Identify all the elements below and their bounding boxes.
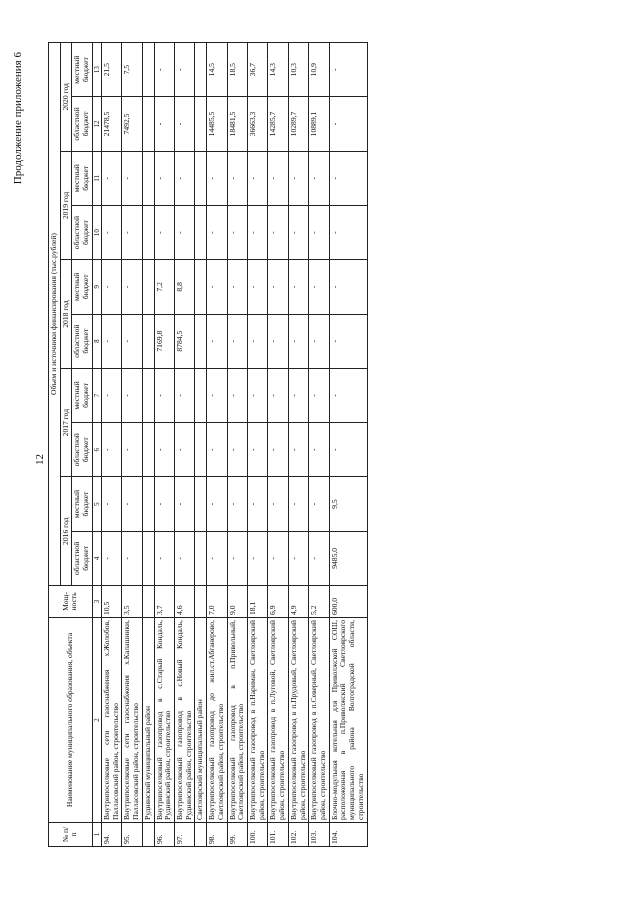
funding-value: - — [247, 368, 267, 422]
funding-value: 36663,3 — [247, 97, 267, 151]
funding-value: - — [154, 423, 174, 477]
funding-value: - — [309, 531, 329, 585]
section-blank-cell — [142, 314, 154, 368]
funding-value: - — [122, 531, 142, 585]
row-number: 100. — [247, 823, 267, 847]
table-row — [122, 43, 142, 847]
funding-value: - — [174, 43, 194, 97]
power-value: 10,5 — [101, 586, 121, 618]
header-local-budget: местный бюджет — [72, 260, 92, 314]
funding-value: - — [174, 151, 194, 205]
funding-value: - — [227, 531, 247, 585]
object-name: Внутрипоселковый газопровод в п.Нариман, Светлоярский район, строительство — [247, 618, 267, 823]
funding-value: - — [122, 151, 142, 205]
funding-value: - — [227, 423, 247, 477]
funding-value: - — [154, 43, 174, 97]
row-number: 96. — [154, 823, 174, 847]
section-blank-cell — [142, 97, 154, 151]
header-year-2016: 2016 год — [60, 477, 72, 586]
row-number: 104. — [329, 823, 367, 847]
power-value: 7,0 — [207, 586, 227, 618]
funding-value: - — [174, 97, 194, 151]
funding-value: - — [227, 314, 247, 368]
section-blank-cell — [142, 823, 154, 847]
power-value: 4,6 — [174, 586, 194, 618]
object-name: Внутрипоселковый газопровод в п.Привольный, Светлоярский район, строительство — [227, 618, 247, 823]
funding-value: - — [288, 260, 308, 314]
funding-value: - — [268, 423, 288, 477]
section-blank-cell — [195, 586, 207, 618]
header-row-1 — [49, 43, 61, 847]
table-row — [247, 43, 267, 847]
funding-value: - — [329, 205, 367, 259]
funding-value: 9,5 — [329, 477, 367, 531]
header-regional-budget: областной бюджет — [72, 423, 92, 477]
funding-value: - — [329, 368, 367, 422]
object-name: Внутрипоселковый газопровод в п.Северный, Светлоярский район, строительство — [309, 618, 329, 823]
funding-value: - — [122, 260, 142, 314]
funding-value: 14485,5 — [207, 97, 227, 151]
funding-value: - — [122, 205, 142, 259]
funding-value: - — [154, 151, 174, 205]
funding-value: 10889,1 — [309, 97, 329, 151]
funding-value: - — [174, 368, 194, 422]
funding-value: - — [101, 368, 121, 422]
funding-value: - — [329, 314, 367, 368]
funding-value: 7,5 — [122, 43, 142, 97]
object-name: Блочно-модульная котельная для Приволжской СОШ, расположенная в п.Приволжский Светлоярского муниципального района Волгоградской области, строительство — [329, 618, 367, 823]
power-value: 5,2 — [309, 586, 329, 618]
table-row — [309, 43, 329, 847]
funding-value: - — [309, 205, 329, 259]
funding-value: - — [309, 368, 329, 422]
funding-value: - — [247, 205, 267, 259]
object-name: Внутрипоселковый газопровод в с.Новый Кондаль, Руднянский район, строительство — [174, 618, 194, 823]
funding-value: - — [101, 260, 121, 314]
section-blank-cell — [195, 260, 207, 314]
funding-value: - — [227, 477, 247, 531]
funding-value: - — [247, 260, 267, 314]
row-number: 101. — [268, 823, 288, 847]
funding-value: 8,8 — [174, 260, 194, 314]
funding-value: 36,7 — [247, 43, 267, 97]
table-row — [207, 43, 227, 847]
section-blank-cell — [142, 151, 154, 205]
funding-value: - — [329, 260, 367, 314]
table-row — [154, 43, 174, 847]
section-blank-cell — [142, 43, 154, 97]
funding-value: - — [268, 260, 288, 314]
funding-value: - — [329, 43, 367, 97]
column-number: 3 — [92, 586, 101, 618]
object-name: Внутрипоселковые сети газоснабжения х.Калашники, Палласовский район, строительство — [122, 618, 142, 823]
table-row — [227, 43, 247, 847]
section-blank-cell — [142, 531, 154, 585]
funding-value: 14285,7 — [268, 97, 288, 151]
power-value: 6,9 — [268, 586, 288, 618]
funding-value: - — [288, 423, 308, 477]
section-blank-cell — [195, 531, 207, 585]
column-number: 8 — [92, 314, 101, 368]
section-blank-cell — [142, 477, 154, 531]
column-number: 12 — [92, 97, 101, 151]
funding-value: - — [122, 368, 142, 422]
column-number: 9 — [92, 260, 101, 314]
funding-value: - — [288, 314, 308, 368]
power-value: 4,9 — [288, 586, 308, 618]
funding-value: - — [207, 260, 227, 314]
funding-value: - — [247, 531, 267, 585]
funding-value: 10289,7 — [288, 97, 308, 151]
funding-value: 10,9 — [309, 43, 329, 97]
funding-value: - — [268, 368, 288, 422]
funding-value: - — [268, 314, 288, 368]
header-year-2020: 2020 год — [60, 43, 72, 152]
funding-value: 14,3 — [268, 43, 288, 97]
row-number: 99. — [227, 823, 247, 847]
header-local-budget: местный бюджет — [72, 368, 92, 422]
funding-value: - — [154, 531, 174, 585]
page-number: 12 — [34, 454, 46, 465]
row-number: 95. — [122, 823, 142, 847]
header-regional-budget: областной бюджет — [72, 314, 92, 368]
object-name: Внутрипоселковые сети газоснабжения х.Жолобов, Палласовский район, строительство — [101, 618, 121, 823]
funding-value: - — [309, 477, 329, 531]
header-regional-budget: областной бюджет — [72, 97, 92, 151]
funding-value: - — [247, 423, 267, 477]
power-value: 9,0 — [227, 586, 247, 618]
funding-value: - — [122, 477, 142, 531]
funding-value: - — [268, 531, 288, 585]
funding-value: 7,2 — [154, 260, 174, 314]
funding-value: 14,5 — [207, 43, 227, 97]
section-blank-cell — [142, 586, 154, 618]
funding-value: - — [329, 97, 367, 151]
header-regional-budget: областной бюджет — [72, 205, 92, 259]
funding-value: 18481,5 — [227, 97, 247, 151]
funding-value: 7169,8 — [154, 314, 174, 368]
header-no: № п/п — [49, 823, 93, 847]
column-number: 4 — [92, 531, 101, 585]
object-name: Внутрипоселковый газопровод в п.Прудовый, Светлоярский район, строительство — [288, 618, 308, 823]
table-body — [101, 43, 367, 847]
section-label: Руднянский муниципальный район — [142, 618, 154, 823]
funding-value: - — [309, 260, 329, 314]
header-row-column-numbers — [92, 43, 101, 847]
funding-value: - — [207, 423, 227, 477]
funding-value: - — [101, 205, 121, 259]
header-local-budget: местный бюджет — [72, 477, 92, 531]
funding-value: - — [154, 205, 174, 259]
funding-value: 8784,5 — [174, 314, 194, 368]
table-row — [174, 43, 194, 847]
object-name: Внутрипоселковый газопровод до жил.ст.Абганерово, Светлоярский район, строительство — [207, 618, 227, 823]
header-year-2018: 2018 год — [60, 260, 72, 369]
column-number: 2 — [92, 618, 101, 823]
funding-value: - — [309, 151, 329, 205]
column-number: 7 — [92, 368, 101, 422]
header-year-2019: 2019 год — [60, 151, 72, 260]
header-local-budget: местный бюджет — [72, 151, 92, 205]
funding-value: - — [227, 260, 247, 314]
funding-value: - — [207, 368, 227, 422]
section-row — [195, 43, 207, 847]
row-number: 102. — [288, 823, 308, 847]
funding-value: - — [122, 423, 142, 477]
funding-value: - — [207, 205, 227, 259]
funding-value: - — [329, 423, 367, 477]
section-blank-cell — [195, 205, 207, 259]
funding-value: - — [288, 368, 308, 422]
section-blank-cell — [195, 151, 207, 205]
section-blank-cell — [195, 43, 207, 97]
funding-value: - — [268, 205, 288, 259]
funding-value: 9485,0 — [329, 531, 367, 585]
funding-value: - — [101, 151, 121, 205]
row-number: 94. — [101, 823, 121, 847]
funding-value: - — [247, 314, 267, 368]
funding-value: - — [101, 423, 121, 477]
section-blank-cell — [195, 97, 207, 151]
funding-table — [48, 42, 368, 847]
funding-value: - — [247, 477, 267, 531]
funding-value: - — [227, 205, 247, 259]
funding-value: - — [154, 97, 174, 151]
header-regional-budget: областной бюджет — [72, 531, 92, 585]
funding-value: 10,3 — [288, 43, 308, 97]
table-row — [288, 43, 308, 847]
funding-value: - — [227, 151, 247, 205]
funding-value: - — [309, 314, 329, 368]
funding-value: 18,5 — [227, 43, 247, 97]
funding-value: - — [247, 151, 267, 205]
row-number: 98. — [207, 823, 227, 847]
power-value: 600,0 — [329, 586, 367, 618]
column-number: 1 — [92, 823, 101, 847]
row-number: 103. — [309, 823, 329, 847]
object-name: Внутрипоселковый газопровод в п.Луговой, Светлоярский район, строительство — [268, 618, 288, 823]
section-blank-cell — [142, 368, 154, 422]
section-row — [142, 43, 154, 847]
funding-value: - — [329, 151, 367, 205]
funding-value: 21,5 — [101, 43, 121, 97]
funding-value: - — [268, 151, 288, 205]
funding-value: - — [174, 477, 194, 531]
table-row — [268, 43, 288, 847]
header-funding: Объем и источники финансирования (тыс.рублей) — [49, 43, 61, 586]
funding-value: - — [101, 477, 121, 531]
header-power: Мощ- ность — [49, 586, 93, 618]
funding-value: - — [288, 477, 308, 531]
funding-value: 7492,5 — [122, 97, 142, 151]
funding-value: - — [101, 314, 121, 368]
table-row — [329, 43, 367, 847]
funding-value: - — [288, 205, 308, 259]
column-number: 6 — [92, 423, 101, 477]
funding-value: - — [207, 314, 227, 368]
funding-value: - — [174, 531, 194, 585]
funding-value: - — [309, 423, 329, 477]
column-number: 11 — [92, 151, 101, 205]
funding-value: - — [174, 423, 194, 477]
header-local-budget: местный бюджет — [72, 43, 92, 97]
section-blank-cell — [195, 314, 207, 368]
funding-value: - — [154, 477, 174, 531]
funding-value: 21478,5 — [101, 97, 121, 151]
header-name: Наименование муниципального образования, объекта — [49, 618, 93, 823]
funding-value: - — [268, 477, 288, 531]
power-value: 3,5 — [122, 586, 142, 618]
column-number: 13 — [92, 43, 101, 97]
section-blank-cell — [142, 205, 154, 259]
section-blank-cell — [142, 423, 154, 477]
section-blank-cell — [195, 368, 207, 422]
column-number: 10 — [92, 205, 101, 259]
funding-value: - — [288, 151, 308, 205]
section-blank-cell — [195, 477, 207, 531]
funding-value: - — [122, 314, 142, 368]
funding-value: - — [288, 531, 308, 585]
funding-value: - — [207, 151, 227, 205]
section-blank-cell — [142, 260, 154, 314]
funding-value: - — [227, 368, 247, 422]
funding-value: - — [207, 477, 227, 531]
funding-value: - — [207, 531, 227, 585]
header-year-2017: 2017 год — [60, 368, 72, 477]
table-row — [101, 43, 121, 847]
funding-value: - — [154, 368, 174, 422]
section-blank-cell — [195, 823, 207, 847]
power-value: 3,7 — [154, 586, 174, 618]
section-label: Светлоярский муниципальный район — [195, 618, 207, 823]
power-value: 18,1 — [247, 586, 267, 618]
continuation-caption: Продолжение приложения 6 — [12, 52, 24, 185]
object-name: Внутрипоселковый газопровод в с.Старый Кондаль, Руднянский район, строительство — [154, 618, 174, 823]
funding-value: - — [174, 205, 194, 259]
row-number: 97. — [174, 823, 194, 847]
funding-value: - — [101, 531, 121, 585]
section-blank-cell — [195, 423, 207, 477]
column-number: 5 — [92, 477, 101, 531]
